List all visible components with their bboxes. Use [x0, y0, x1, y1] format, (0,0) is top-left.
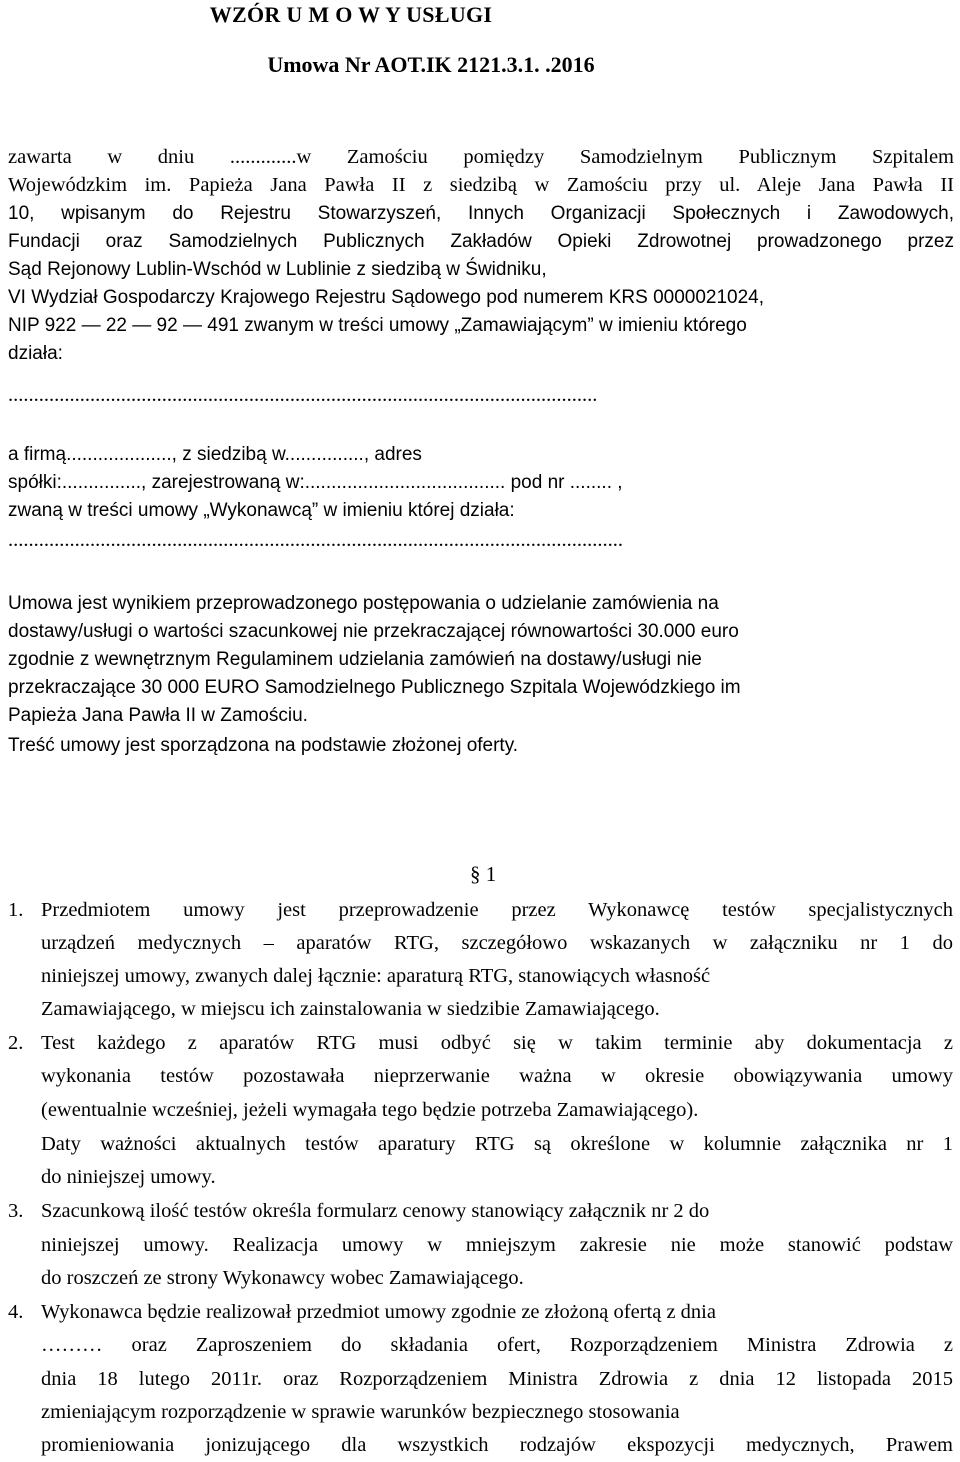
item-line: Test każdego z aparatów RTG musi odbyć się w takim terminie aby dokumentacja z — [41, 1032, 953, 1054]
item-line: Zamawiającego, w miejscu ich zainstalowania w siedzibie Zamawiającego. — [41, 998, 660, 1020]
signatory-placeholder: ........................................................................................................................ — [8, 529, 623, 551]
item-line: wykonania testów pozostawała nieprzerwanie ważna w okresie obowiązywania umowy — [41, 1065, 953, 1087]
intro-line: zawarta w dniu .............w Zamościu pomiędzy Samodzielnym Publicznym Szpitalem — [8, 146, 954, 168]
intro-line: 10, wpisanym do Rejestru Stowarzyszeń, Innych Organizacji Społecznych i Zawodowych, — [8, 203, 954, 224]
signatory-placeholder: ................................................................................................................... — [8, 384, 598, 406]
basis-line: Umowa jest wynikiem przeprowadzonego postępowania o udzielanie zamówienia na — [8, 593, 719, 614]
item-line: ……… oraz Zaproszeniem do składania ofert, Rozporządzeniem Ministra Zdrowia z — [41, 1334, 953, 1356]
item-line: do roszczeń ze strony Wykonawcy wobec Zamawiającego. — [41, 1267, 524, 1289]
basis-line: zgodnie z wewnętrznym Regulaminem udzielania zamówień na dostawy/usługi nie — [8, 649, 702, 670]
intro-line: zwaną w treści umowy „Wykonawcą” w imieniu której działa: — [8, 500, 515, 521]
basis-line: przekraczające 30 000 EURO Samodzielnego Publicznego Szpitala Wojewódzkiego im — [8, 677, 741, 698]
item-line: Szacunkową ilość testów określa formularz cenowy stanowiący załącznik nr 2 do — [41, 1200, 710, 1222]
basis-line: Papieża Jana Pawła II w Zamościu. — [8, 705, 308, 726]
item-line: zmieniającym rozporządzenie w sprawie warunków bezpiecznego stosowania — [41, 1401, 680, 1423]
item-number: 1. — [8, 899, 24, 921]
item-line: Wykonawca będzie realizował przedmiot umowy zgodnie ze złożoną ofertą z dnia — [41, 1301, 716, 1323]
item-line: Przedmiotem umowy jest przeprowadzenie przez Wykonawcę testów specjalistycznych — [41, 899, 953, 921]
item-line: (ewentualnie wcześniej, jeżeli wymagała tego będzie potrzeba Zamawiającego). — [41, 1099, 699, 1121]
item-line: Daty ważności aktualnych testów aparatury RTG są określone w kolumnie załącznika nr 1 — [41, 1133, 953, 1155]
intro-line: działa: — [8, 343, 63, 364]
document-title: WZÓR U M O W Y USŁUGI — [209, 2, 493, 27]
intro-line: Sąd Rejonowy Lublin-Wschód w Lublinie z siedzibą w Świdniku, — [8, 259, 547, 280]
item-number: 2. — [8, 1032, 24, 1054]
contract-number: Umowa Nr AOT.IK 2121.3.1. .2016 — [267, 52, 595, 77]
intro-line: Fundacji oraz Samodzielnych Publicznych Zakładów Opieki Zdrowotnej prowadzonego przez — [8, 231, 954, 252]
intro-line: a firmą...................., z siedzibą w..............., adres — [8, 444, 422, 465]
item-number: 3. — [8, 1200, 24, 1222]
intro-line: NIP 922 — 22 — 92 — 491 zwanym w treści umowy „Zamawiającym” w imieniu którego — [8, 315, 747, 336]
item-line: niniejszej umowy, zwanych dalej łącznie: aparaturą RTG, stanowiących własność — [41, 965, 711, 987]
item-line: promieniowania jonizującego dla wszystkich rodzajów ekspozycji medycznych, Prawem — [41, 1434, 953, 1456]
item-line: niniejszej umowy. Realizacja umowy w mniejszym zakresie nie może stanowić podstaw — [41, 1234, 953, 1256]
item-number: 4. — [8, 1301, 24, 1323]
item-line: dnia 18 lutego 2011r. oraz Rozporządzeniem Ministra Zdrowia z dnia 12 listopada 2015 — [41, 1368, 953, 1390]
item-line: do niniejszej umowy. — [41, 1166, 216, 1188]
section-heading: § 1 — [470, 862, 497, 886]
intro-line: spółki:..............., zarejestrowaną w:...................................... pod nr ........ , — [8, 472, 623, 493]
basis-line: dostawy/usługi o wartości szacunkowej nie przekraczającej równowartości 30.000 euro — [8, 621, 739, 642]
intro-line: Wojewódzkim im. Papieża Jana Pawła II z siedzibą w Zamościu przy ul. Aleje Jana Pawła II — [8, 174, 954, 196]
item-line: urządzeń medycznych – aparatów RTG, szczegółowo wskazanych w załączniku nr 1 do — [41, 932, 953, 954]
basis-line: Treść umowy jest sporządzona na podstawie złożonej oferty. — [8, 735, 519, 756]
intro-line: VI Wydział Gospodarczy Krajowego Rejestru Sądowego pod numerem KRS 0000021024, — [8, 287, 765, 308]
